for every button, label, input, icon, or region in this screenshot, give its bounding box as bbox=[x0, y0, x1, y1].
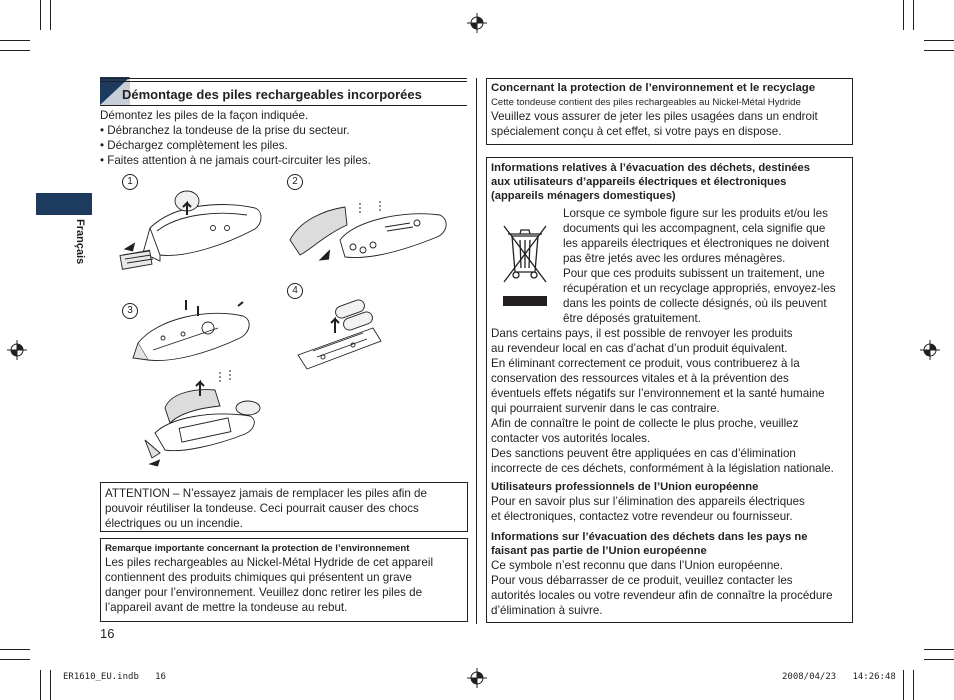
weee-title-line: (appareils ménagers domestiques) bbox=[491, 190, 676, 202]
weee-line: Lorsque ce symbole figure sur les produits et/ou les bbox=[563, 207, 828, 220]
remark-title: Remarque importante concernant la protection de l’environnement bbox=[105, 543, 410, 554]
step-number: 3 bbox=[122, 303, 138, 319]
registration-mark-icon bbox=[467, 13, 487, 33]
page-number: 16 bbox=[100, 626, 115, 641]
intro-block bbox=[100, 108, 371, 168]
step-number: 2 bbox=[287, 174, 303, 190]
crossed-out-bin-icon bbox=[500, 220, 550, 310]
attention-line: ATTENTION – N’essayez jamais de remplacer les piles afin de bbox=[105, 487, 427, 500]
outside-line: autorités locales ou votre revendeur afin de connaître la procédure bbox=[491, 589, 833, 602]
disassembly-step1-illustration bbox=[115, 183, 265, 283]
column-divider bbox=[476, 78, 477, 624]
environment-title: Concernant la protection de l’environnement et le recyclage bbox=[491, 82, 816, 94]
environment-line: spécialement conçu à cet effet, si votre pays en dispose. bbox=[491, 125, 782, 138]
intro-text: Démontez les piles de la façon indiquée. bbox=[100, 109, 309, 122]
professional-title: Utilisateurs professionnels de l’Union européenne bbox=[491, 481, 759, 493]
weee-line: les appareils électriques et électroniques ne doivent bbox=[563, 237, 830, 250]
bullet-item: • Faites attention à ne jamais court-circuiter les piles. bbox=[100, 154, 371, 167]
weee-line: contacter vos autorités locales. bbox=[491, 432, 651, 445]
outside-line: Ce symbole n’est reconnu que dans l’Union européenne. bbox=[491, 559, 783, 572]
registration-mark-icon bbox=[920, 340, 940, 360]
weee-line: Dans certains pays, il est possible de renvoyer les produits bbox=[491, 327, 793, 340]
weee-line: documents qui les accompagnent, cela signifie que bbox=[563, 222, 826, 235]
environment-small-line: Cette tondeuse contient des piles rechargeables au Nickel-Métal Hydride bbox=[491, 97, 801, 108]
outside-line: Pour vous débarrasser de ce produit, veuillez contacter les bbox=[491, 574, 793, 587]
professional-line: Pour en savoir plus sur l’élimination des appareils électriques bbox=[491, 495, 805, 508]
footer-file: ER1610_EU.indb 16 bbox=[63, 672, 166, 682]
weee-line: récupération et un recyclage appropriés, envoyez-les bbox=[563, 282, 836, 295]
footer-date: 2008/04/23 14:26:48 bbox=[782, 672, 896, 682]
outside-title-line: Informations sur l’évacuation des déchets dans les pays ne bbox=[491, 531, 808, 543]
language-tab-label: Français bbox=[74, 219, 86, 265]
weee-body-text bbox=[491, 326, 834, 476]
outside-line: d’élimination à suivre. bbox=[491, 604, 603, 617]
disassembly-step2-illustration bbox=[285, 195, 450, 275]
weee-title-line: Informations relatives à l’évacuation des déchets, destinées bbox=[491, 162, 810, 174]
attention-line: électriques ou un incendie. bbox=[105, 517, 243, 530]
registration-mark-icon bbox=[7, 340, 27, 360]
weee-line: Afin de connaître le point de collecte le plus proche, veuillez bbox=[491, 417, 799, 430]
disassembly-step4-illustration bbox=[293, 293, 393, 373]
professional-users-block bbox=[491, 480, 805, 524]
remark-line: Les piles rechargeables au Nickel-Métal Hydride de cet appareil bbox=[105, 556, 434, 569]
weee-line: être déposés gratuitement. bbox=[563, 312, 701, 325]
bullet-item: • Débranchez la tondeuse de la prise du secteur. bbox=[100, 124, 350, 137]
remark-line: danger pour l’environnement. Veuillez donc retirer les piles de bbox=[105, 586, 423, 599]
weee-line: Des sanctions peuvent être appliquées en cas d’élimination bbox=[491, 447, 796, 460]
attention-text bbox=[105, 486, 427, 531]
weee-title-line: aux utilisateurs d’appareils électriques et électroniques bbox=[491, 176, 787, 188]
weee-line: Pour que ces produits subissent un traitement, une bbox=[563, 267, 825, 280]
weee-line: pas être jetés avec les ordures ménagères. bbox=[563, 252, 786, 265]
registration-mark-icon bbox=[467, 668, 487, 688]
outside-eu-block bbox=[491, 530, 833, 618]
step-number: 1 bbox=[122, 174, 138, 190]
weee-title bbox=[491, 161, 810, 203]
professional-line: et électroniques, contactez votre revendeur ou fournisseur. bbox=[491, 510, 793, 523]
step-number: 4 bbox=[287, 283, 303, 299]
remark-text bbox=[105, 542, 433, 615]
section-title: Démontage des piles rechargeables incorporées bbox=[122, 87, 422, 102]
weee-line: qui pourraient survenir dans le cas contraire. bbox=[491, 402, 720, 415]
weee-line: En éliminant correctement ce produit, vous contribuerez à la bbox=[491, 357, 800, 370]
environment-line: Veuillez vous assurer de jeter les piles usagées dans un endroit bbox=[491, 110, 818, 123]
weee-line: dans les points de collecte désignés, où ils peuvent bbox=[563, 297, 827, 310]
outside-title-line: faisant pas partie de l’Union européenne bbox=[491, 545, 707, 557]
weee-line: éventuels effets négatifs sur l’environnement et la santé humaine bbox=[491, 387, 825, 400]
language-tab bbox=[36, 193, 92, 215]
weee-line: incorrecte de ces déchets, conformément à la législation nationale. bbox=[491, 462, 834, 475]
remark-line: contiennent des produits chimiques qui présentent un grave bbox=[105, 571, 412, 584]
environment-text bbox=[491, 81, 818, 139]
remark-line: l’appareil avant de mettre la tondeuse au rebut. bbox=[105, 601, 348, 614]
disassembly-step3b-illustration bbox=[140, 368, 275, 468]
weee-line: au revendeur local en cas d’achat d’un produit équivalent. bbox=[491, 342, 788, 355]
attention-line: pouvoir réutiliser la tondeuse. Ceci pourrait causer des chocs bbox=[105, 502, 419, 515]
weee-icon-text bbox=[563, 206, 836, 326]
disassembly-step3-illustration bbox=[128, 298, 273, 368]
weee-line: conservation des ressources vitales et à la prévention des bbox=[491, 372, 789, 385]
bullet-item: • Déchargez complètement les piles. bbox=[100, 139, 288, 152]
